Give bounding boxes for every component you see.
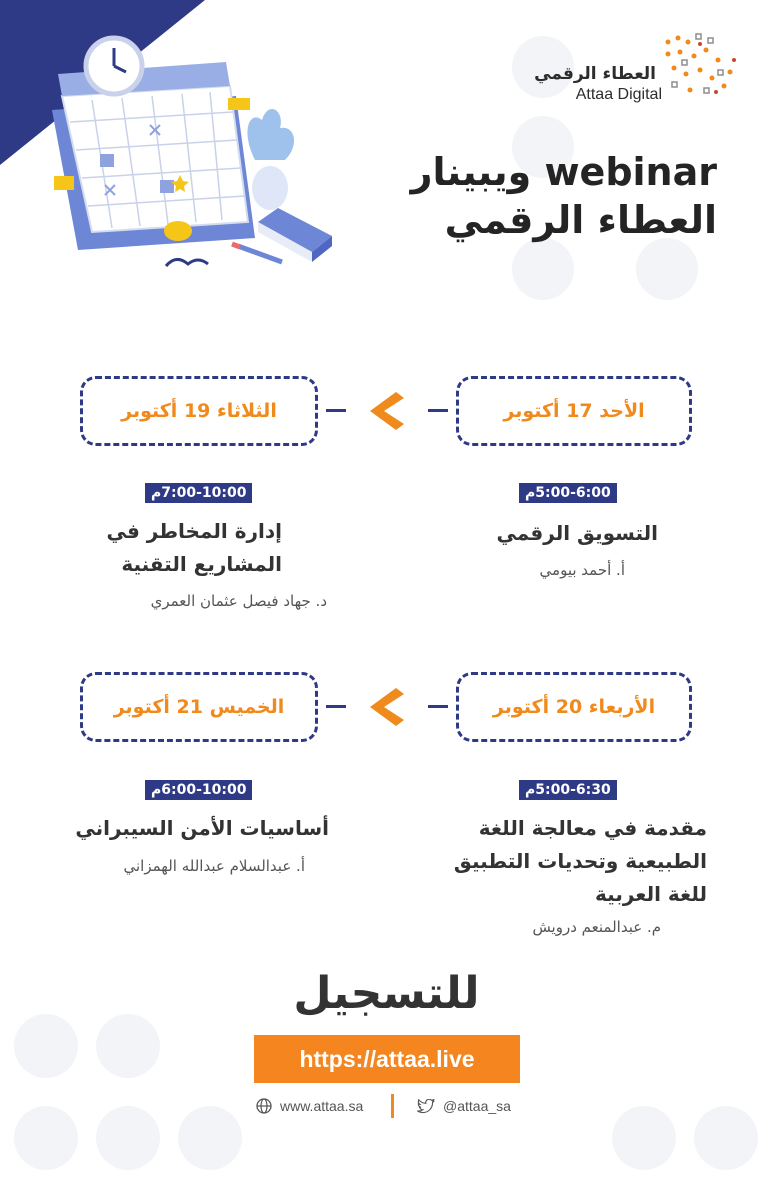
day-box-wednesday xyxy=(456,672,692,742)
bg-circle xyxy=(96,1106,160,1170)
session-topic xyxy=(454,812,707,911)
topic-line: للغة العربية xyxy=(595,882,707,906)
bg-circle xyxy=(694,1106,758,1170)
session-time: 5:00-6:00م xyxy=(519,483,617,503)
connector-dash xyxy=(428,409,448,412)
session-speaker: أ. عبدالسلام عبدالله الهمزاني xyxy=(123,857,305,875)
session-topic xyxy=(497,517,658,550)
day-box-sunday xyxy=(456,376,692,446)
website-text: www.attaa.sa xyxy=(280,1098,364,1114)
bg-circle xyxy=(96,1014,160,1078)
globe-icon xyxy=(256,1098,272,1114)
brand-name-arabic: العطاء الرقمي xyxy=(534,64,656,84)
connector-dash xyxy=(428,705,448,708)
session-speaker: أ. أحمد بيومي xyxy=(539,561,625,579)
session-topic xyxy=(75,812,329,845)
brand-name-english: Attaa Digital xyxy=(575,86,662,103)
topic-line: الطبيعية وتحديات التطبيق xyxy=(453,849,707,873)
session-time: 7:00-10:00م xyxy=(145,483,252,503)
day-box-thursday xyxy=(80,672,318,742)
page-title: webinar ويبينار xyxy=(410,150,717,194)
day-label: الثلاثاء 19 أكتوبر xyxy=(121,400,277,422)
bg-circle xyxy=(512,238,574,300)
connector-dash xyxy=(326,705,346,708)
session-time: 6:00-10:00م xyxy=(145,780,252,800)
footer-twitter[interactable] xyxy=(417,1098,511,1114)
footer-website[interactable] xyxy=(256,1098,363,1114)
twitter-handle: @attaa_sa xyxy=(443,1098,511,1114)
registration-heading: للتسجيل xyxy=(293,968,480,1019)
session-time: 5:00-6:30م xyxy=(519,780,617,800)
bg-circle xyxy=(612,1106,676,1170)
topic-line: التسويق الرقمي xyxy=(496,521,658,545)
day-box-tuesday xyxy=(80,376,318,446)
session-speaker: د. جهاد فيصل عثمان العمري xyxy=(150,592,327,610)
session-topic xyxy=(106,515,282,581)
chevron-left-icon xyxy=(366,392,406,430)
bg-circle xyxy=(14,1014,78,1078)
bg-circle xyxy=(178,1106,242,1170)
day-label: الخميس 21 أكتوبر xyxy=(113,696,285,718)
topic-line: المشاريع التقنية xyxy=(121,552,282,576)
bg-circle xyxy=(636,238,698,300)
topic-line: إدارة المخاطر في xyxy=(106,519,282,543)
day-label: الأربعاء 20 أكتوبر xyxy=(492,696,656,718)
chevron-left-icon xyxy=(366,688,406,726)
connector-dash xyxy=(326,409,346,412)
footer-separator xyxy=(391,1094,394,1118)
session-speaker: م. عبدالمنعم درويش xyxy=(532,918,661,936)
calendar-illustration xyxy=(0,0,340,290)
attaa-logo-icon xyxy=(660,30,740,102)
twitter-icon xyxy=(417,1099,435,1114)
page-subtitle: العطاء الرقمي xyxy=(444,198,717,242)
day-label: الأحد 17 أكتوبر xyxy=(503,400,645,422)
topic-line: مقدمة في معالجة اللغة xyxy=(478,816,707,840)
topic-line: أساسيات الأمن السيبراني xyxy=(75,816,329,840)
bg-circle xyxy=(14,1106,78,1170)
registration-link[interactable]: https://attaa.live xyxy=(254,1035,520,1083)
